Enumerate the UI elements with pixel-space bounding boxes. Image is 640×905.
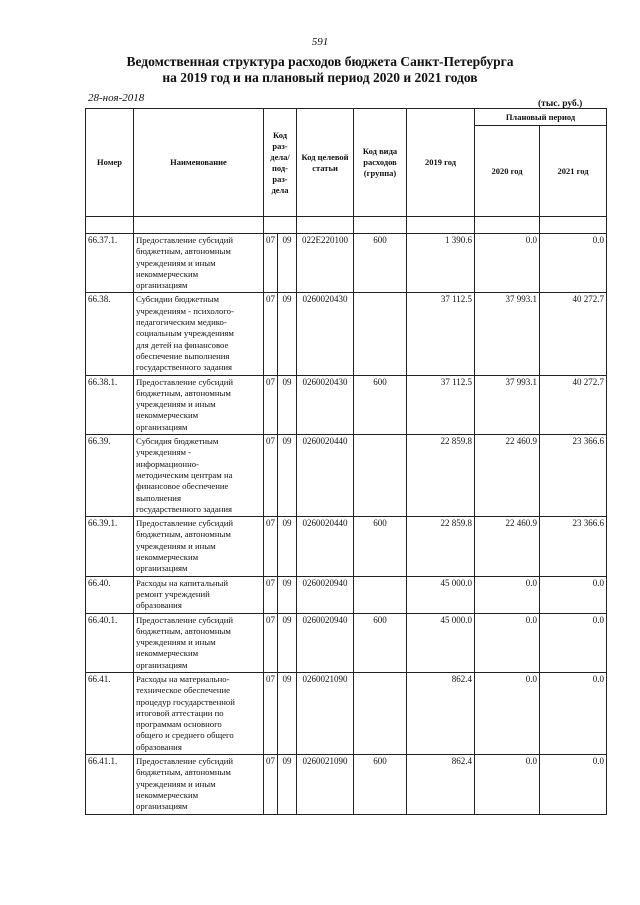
row-target-code: 0260020440 bbox=[297, 435, 354, 517]
row-subsection: 09 bbox=[278, 293, 297, 375]
table-row bbox=[86, 435, 607, 517]
row-amount-2021: 40 272.7 bbox=[540, 375, 607, 434]
row-amount-2020: 37 993.1 bbox=[475, 293, 540, 375]
row-amount-2019: 45 000.0 bbox=[407, 613, 475, 672]
row-amount-2020: 0.0 bbox=[475, 613, 540, 672]
header-expense-type-code: Код вида расходов (группа) bbox=[354, 109, 407, 217]
row-amount-2021: 0.0 bbox=[540, 576, 607, 613]
row-amount-2020: 37 993.1 bbox=[475, 375, 540, 434]
row-amount-2021: 23 366.6 bbox=[540, 435, 607, 517]
row-number: 66.38. bbox=[86, 293, 134, 375]
row-amount-2021: 23 366.6 bbox=[540, 517, 607, 576]
row-amount-2021: 0.0 bbox=[540, 672, 607, 754]
table-row bbox=[86, 517, 607, 576]
row-amount-2020: 0.0 bbox=[475, 234, 540, 293]
title-line-1: Ведомственная структура расходов бюджета Санкт-Петербурга bbox=[126, 54, 514, 69]
row-amount-2020: 0.0 bbox=[475, 672, 540, 754]
row-amount-2019: 22 859.8 bbox=[407, 435, 475, 517]
document-title bbox=[0, 54, 640, 86]
row-section: 07 bbox=[264, 672, 278, 754]
document-date: 28-ноя-2018 bbox=[88, 92, 145, 104]
row-amount-2021: 0.0 bbox=[540, 755, 607, 814]
row-expense-type bbox=[354, 293, 407, 375]
budget-table bbox=[85, 108, 607, 815]
row-number: 66.41.1. bbox=[86, 755, 134, 814]
row-amount-2019: 862.4 bbox=[407, 672, 475, 754]
row-expense-type: 600 bbox=[354, 375, 407, 434]
row-number: 66.38.1. bbox=[86, 375, 134, 434]
row-section: 07 bbox=[264, 375, 278, 434]
header-year-2019: 2019 год bbox=[407, 109, 475, 217]
row-name: Предоставление субсидий бюджетным, автономным учреждениям и иным некоммерческим организациям bbox=[134, 375, 264, 434]
table-row bbox=[86, 234, 607, 293]
row-expense-type: 600 bbox=[354, 234, 407, 293]
table-row bbox=[86, 375, 607, 434]
row-name: Предоставление субсидий бюджетным, автономным учреждениям и иным некоммерческим организациям bbox=[134, 613, 264, 672]
header-section-code: Код раз- дела/ под- раз- дела bbox=[264, 109, 297, 217]
row-amount-2020: 22 460.9 bbox=[475, 435, 540, 517]
row-target-code: 022E220100 bbox=[297, 234, 354, 293]
row-subsection: 09 bbox=[278, 517, 297, 576]
row-name: Расходы на капитальный ремонт учреждений образования bbox=[134, 576, 264, 613]
row-amount-2019: 862.4 bbox=[407, 755, 475, 814]
row-amount-2021: 0.0 bbox=[540, 234, 607, 293]
header-planned-period: Плановый период bbox=[475, 109, 607, 126]
row-number: 66.37.1. bbox=[86, 234, 134, 293]
row-target-code: 0260021090 bbox=[297, 755, 354, 814]
row-section: 07 bbox=[264, 576, 278, 613]
row-name: Субсидии бюджетным учреждениям - психолого- педагогическим медико- социальным учреждениям для детей на финансовое обеспечение выполнения государственного задания bbox=[134, 293, 264, 375]
row-number: 66.40. bbox=[86, 576, 134, 613]
row-amount-2020: 22 460.9 bbox=[475, 517, 540, 576]
table-row bbox=[86, 755, 607, 814]
row-amount-2020: 0.0 bbox=[475, 755, 540, 814]
header-year-2021: 2021 год bbox=[540, 126, 607, 217]
page-number: 591 bbox=[311, 36, 329, 48]
row-section: 07 bbox=[264, 755, 278, 814]
units-label: (тыс. руб.) bbox=[538, 99, 583, 109]
row-name: Субсидия бюджетным учреждениям - информационно- методическим центрам на финансовое обеспечение выполнения государственного задания bbox=[134, 435, 264, 517]
row-subsection: 09 bbox=[278, 755, 297, 814]
row-amount-2019: 37 112.5 bbox=[407, 293, 475, 375]
table-row bbox=[86, 293, 607, 375]
row-name: Предоставление субсидий бюджетным, автономным учреждениям и иным некоммерческим организациям bbox=[134, 517, 264, 576]
row-section: 07 bbox=[264, 613, 278, 672]
row-amount-2019: 22 859.8 bbox=[407, 517, 475, 576]
row-expense-type bbox=[354, 672, 407, 754]
row-section: 07 bbox=[264, 234, 278, 293]
row-expense-type bbox=[354, 576, 407, 613]
row-expense-type bbox=[354, 435, 407, 517]
row-subsection: 09 bbox=[278, 375, 297, 434]
row-amount-2021: 40 272.7 bbox=[540, 293, 607, 375]
row-subsection: 09 bbox=[278, 576, 297, 613]
row-name: Предоставление субсидий бюджетным, автономным учреждениям и иным некоммерческим организациям bbox=[134, 755, 264, 814]
row-expense-type: 600 bbox=[354, 613, 407, 672]
row-target-code: 0260020430 bbox=[297, 375, 354, 434]
row-section: 07 bbox=[264, 293, 278, 375]
header-number: Номер bbox=[86, 109, 134, 217]
row-section: 07 bbox=[264, 517, 278, 576]
row-subsection: 09 bbox=[278, 613, 297, 672]
row-target-code: 0260020440 bbox=[297, 517, 354, 576]
title-line-2: на 2019 год и на плановый период 2020 и 2021 годов bbox=[162, 70, 478, 85]
row-amount-2021: 0.0 bbox=[540, 613, 607, 672]
row-amount-2019: 37 112.5 bbox=[407, 375, 475, 434]
row-target-code: 0260020430 bbox=[297, 293, 354, 375]
row-subsection: 09 bbox=[278, 672, 297, 754]
header-target-code: Код целевой статьи bbox=[297, 109, 354, 217]
row-number: 66.41. bbox=[86, 672, 134, 754]
row-number: 66.39.1. bbox=[86, 517, 134, 576]
spacer-row bbox=[86, 217, 607, 234]
row-target-code: 0260020940 bbox=[297, 613, 354, 672]
row-subsection: 09 bbox=[278, 435, 297, 517]
row-target-code: 0260021090 bbox=[297, 672, 354, 754]
row-name: Расходы на материально- техническое обеспечение процедур государственной итоговой аттестации по программам основного общего и среднего общего образования bbox=[134, 672, 264, 754]
row-amount-2019: 45 000.0 bbox=[407, 576, 475, 613]
row-expense-type: 600 bbox=[354, 517, 407, 576]
table-body bbox=[86, 217, 607, 815]
row-number: 66.40.1. bbox=[86, 613, 134, 672]
row-amount-2020: 0.0 bbox=[475, 576, 540, 613]
row-name: Предоставление субсидий бюджетным, автономным учреждениям и иным некоммерческим организациям bbox=[134, 234, 264, 293]
row-number: 66.39. bbox=[86, 435, 134, 517]
row-target-code: 0260020940 bbox=[297, 576, 354, 613]
table-row bbox=[86, 613, 607, 672]
header-year-2020: 2020 год bbox=[475, 126, 540, 217]
header-name: Наименование bbox=[134, 109, 264, 217]
table-row bbox=[86, 576, 607, 613]
table-row bbox=[86, 672, 607, 754]
row-expense-type: 600 bbox=[354, 755, 407, 814]
row-section: 07 bbox=[264, 435, 278, 517]
row-subsection: 09 bbox=[278, 234, 297, 293]
row-amount-2019: 1 390.6 bbox=[407, 234, 475, 293]
